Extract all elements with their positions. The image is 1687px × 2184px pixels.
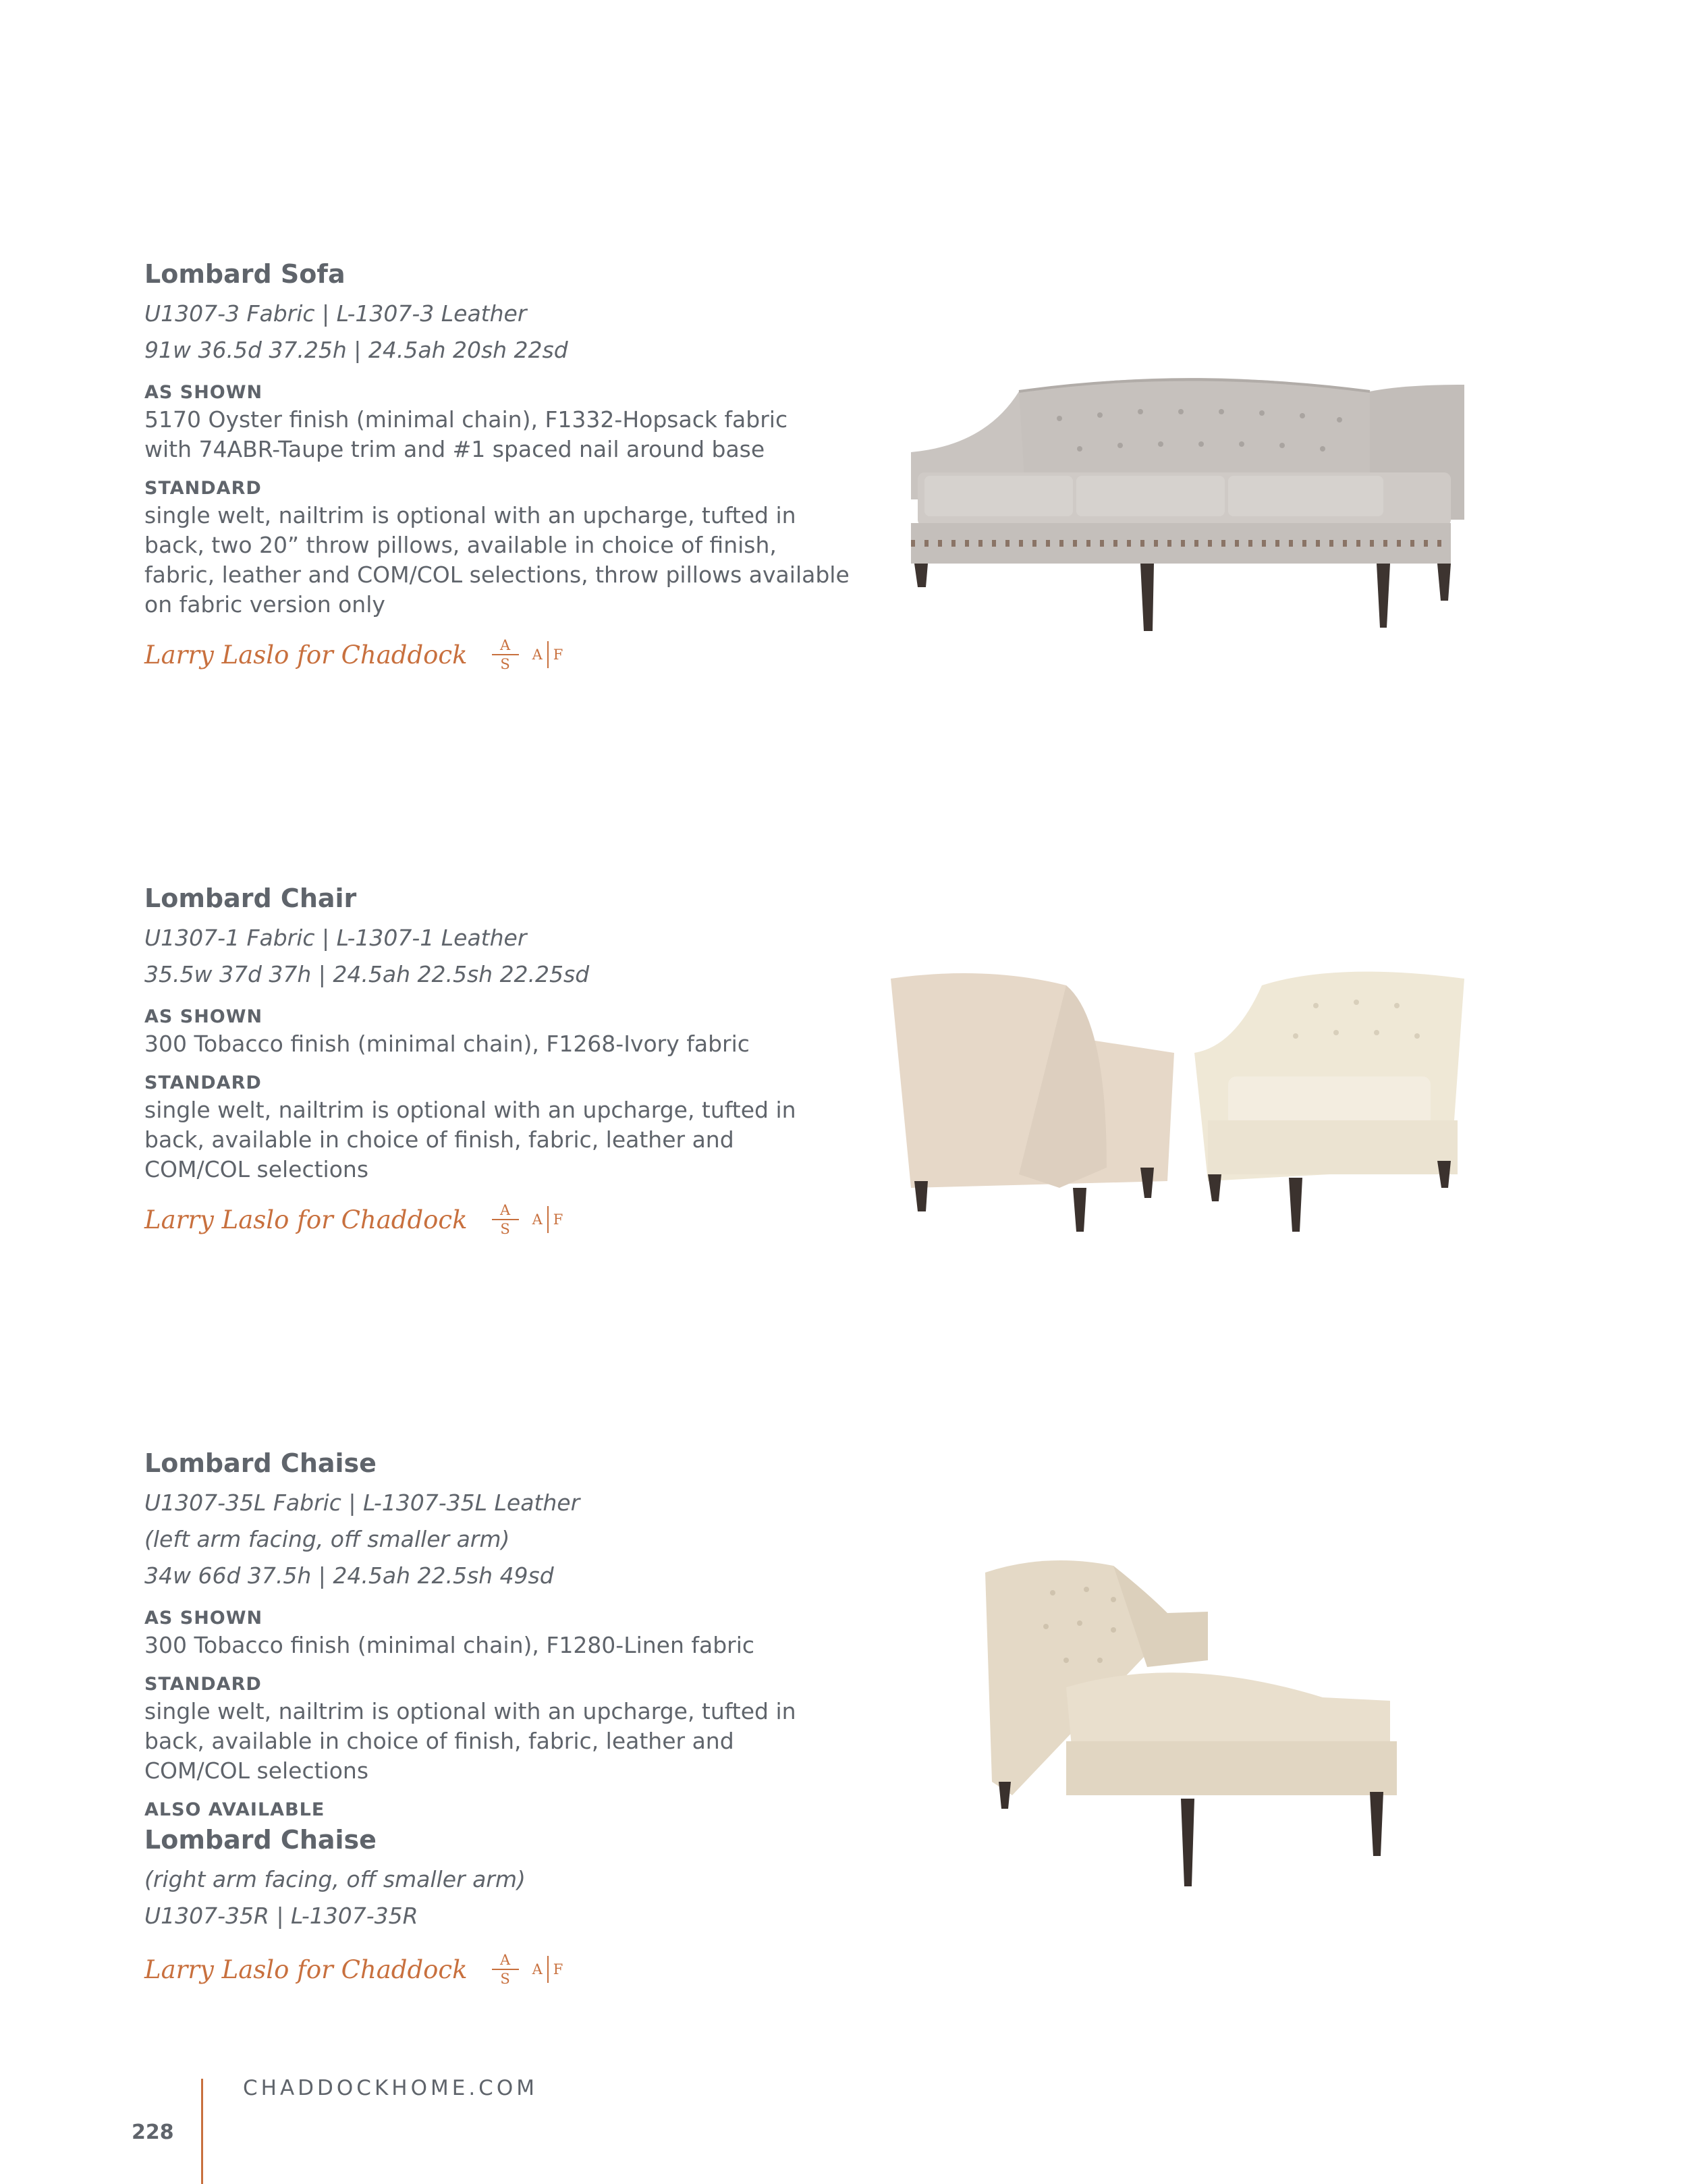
as-af-mark-icon: $\frac{A}{S}$ A F <box>493 638 563 672</box>
chaise-image <box>978 1552 1397 1890</box>
product-dimensions: 35.5w 37d 37h | 24.5ah 22.5sh 22.25sd <box>144 961 590 987</box>
standard-label: STANDARD <box>144 1072 262 1093</box>
as-af-mark-icon: $\frac{A}{S}$ A F <box>493 1953 563 1986</box>
product-lombard-chaise <box>144 1446 873 1990</box>
also-available-model-numbers: U1307-35R | L-1307-35R <box>144 1903 418 1929</box>
standard-text: single welt, nailtrim is optional with an upcharge, tufted in back, two 20” throw pillows, available in choice of finish, fabric, leather and COM/COL selections, throw pillows available on fabric version only <box>144 502 850 618</box>
also-available-title: Lombard Chaise <box>144 1825 377 1855</box>
as-af-mark-icon: $\frac{A}{S}$ A F <box>493 1203 563 1236</box>
product-lombard-sofa <box>144 256 873 675</box>
as-shown-label: AS SHOWN <box>144 1608 263 1629</box>
page-number: 228 <box>132 2121 174 2144</box>
product-dimensions: 34w 66d 37.5h | 24.5ah 22.5sh 49sd <box>144 1562 554 1589</box>
standard-label: STANDARD <box>144 1674 262 1695</box>
footer-divider <box>201 2079 203 2184</box>
product-model-numbers: U1307-1 Fabric | L-1307-1 Leather <box>144 925 527 951</box>
as-shown-text: 300 Tobacco finish (minimal chain), F1268-Ivory fabric <box>144 1031 750 1057</box>
standard-text: single welt, nailtrim is optional with an upcharge, tufted in back, available in choice of finish, fabric, leather and COM/COL selections <box>144 1097 796 1182</box>
standard-label: STANDARD <box>144 478 262 499</box>
as-shown-label: AS SHOWN <box>144 1006 263 1027</box>
footer-website: CHADDOCKHOME.COM <box>243 2076 538 2100</box>
product-lombard-chair <box>144 881 873 1240</box>
as-shown-text: 300 Tobacco finish (minimal chain), F1280-Linen fabric <box>144 1632 755 1658</box>
chair-pair-image <box>884 965 1478 1242</box>
sofa-image <box>904 364 1471 655</box>
product-model-numbers: U1307-3 Fabric | L-1307-3 Leather <box>144 300 527 327</box>
as-shown-label: AS SHOWN <box>144 382 263 403</box>
designer-name: Larry Laslo for Chaddock <box>144 1205 468 1234</box>
also-available-arm-note: (right arm facing, off smaller arm) <box>144 1866 526 1892</box>
product-title: Lombard Chaise <box>144 1448 377 1478</box>
also-available-label: ALSO AVAILABLE <box>144 1799 325 1820</box>
product-title: Lombard Sofa <box>144 259 345 289</box>
product-arm-note: (left arm facing, off smaller arm) <box>144 1526 510 1552</box>
designer-name: Larry Laslo for Chaddock <box>144 1955 468 1984</box>
designer-row <box>144 634 873 675</box>
designer-name: Larry Laslo for Chaddock <box>144 640 468 670</box>
product-dimensions: 91w 36.5d 37.25h | 24.5ah 20sh 22sd <box>144 337 568 363</box>
standard-text: single welt, nailtrim is optional with an upcharge, tufted in back, available in choice of finish, fabric, leather and COM/COL selections <box>144 1698 796 1784</box>
designer-row <box>144 1199 873 1240</box>
product-title: Lombard Chair <box>144 883 357 913</box>
product-model-numbers: U1307-35L Fabric | L-1307-35L Leather <box>144 1490 580 1516</box>
designer-row <box>144 1949 873 1990</box>
as-shown-text: 5170 Oyster finish (minimal chain), F1332-Hopsack fabric with 74ABR-Taupe trim and #1 spaced nail around base <box>144 406 788 462</box>
